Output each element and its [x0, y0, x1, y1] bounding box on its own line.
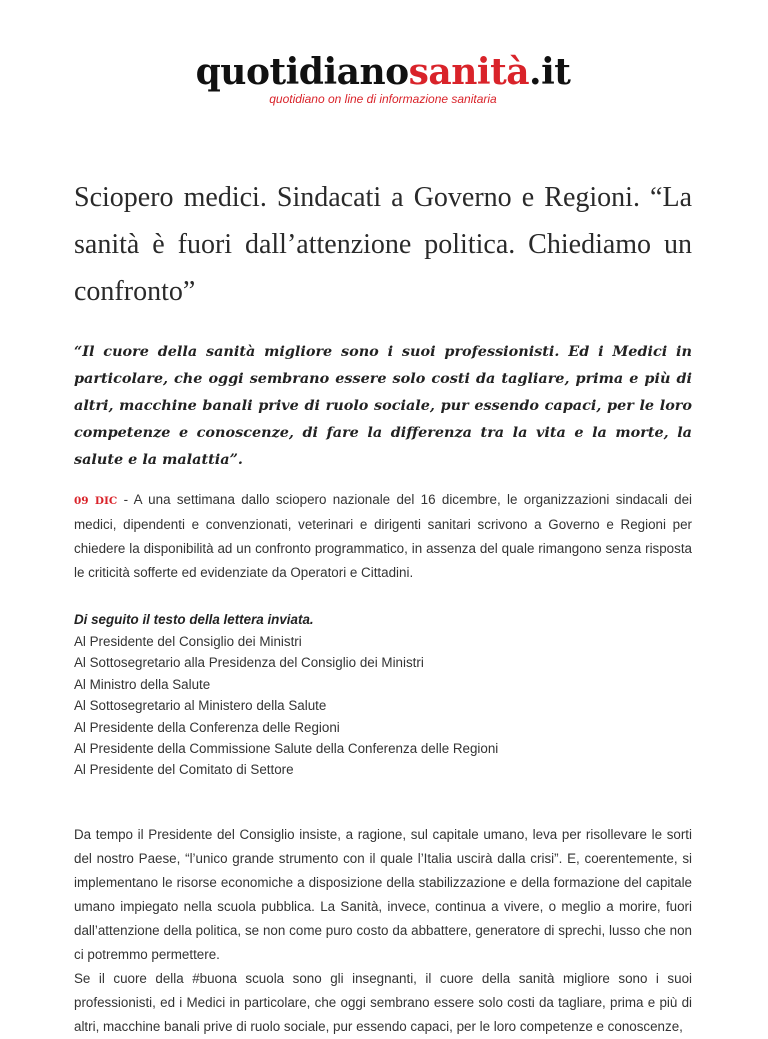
- recipient-item: Al Ministro della Salute: [74, 676, 211, 692]
- recipient-item: Al Sottosegretario al Ministero della Salute: [74, 698, 327, 714]
- letter-heading: Di seguito il testo della lettera inviata.: [74, 612, 314, 627]
- logo-text-it: .it: [529, 51, 571, 93]
- recipient-item: Al Presidente del Comitato di Settore: [74, 762, 294, 778]
- article-intro: [74, 488, 692, 585]
- article-lead-quote: “Il cuore della sanità migliore sono i suoi professionisti. Ed i Medici in particolare, che oggi sembrano essere solo costi da tagliare, prima e più di altri, macchine banali prive di ruolo sociale, pur essendo capaci, per le loro competenze e conoscenze, di fare la differenza tra la vita e la morte, la salute e la malattia”.: [74, 343, 692, 468]
- article-paragraph-1: Da tempo il Presidente del Consiglio insiste, a ragione, sul capitale umano, leva per risollevare le sorti del nostro Paese, “l’unico grande strumento con il quale l’Italia uscirà dalla crisi”. E, coerentemente, si implementano le risorse economiche a disposizione della stabilizzazione e della formazione del capitale umano impiegato nella scuola pubblica. La Sanità, invece, continua a vivere, o meglio a morire, fuori dall’attenzione della politica, se non come puro costo da abbattere, generatore di sprechi, lusso che non ci potremmo permettere.: [74, 826, 692, 962]
- recipient-item: Al Presidente della Commissione Salute della Conferenza delle Regioni: [74, 741, 499, 757]
- recipients-list: [74, 631, 692, 781]
- site-logo[interactable]: [74, 50, 692, 94]
- article-intro-text: - A una settimana dallo sciopero nazionale del 16 dicembre, le organizzazioni sindacali dei medici, dipendenti e convenzionati, veterinari e dirigenti sanitari scrivono a Governo e Regioni per chiedere la disponibilità ad un confronto programmatico, in assenza del quale rimangono senza risposta le criticità sofferte ed evidenziate da Operatori e Cittadini.: [74, 492, 692, 580]
- recipient-item: Al Presidente della Conferenza delle Regioni: [74, 719, 340, 735]
- article-date: 09 DIC: [74, 495, 118, 507]
- logo-text-sanita: sanità: [408, 51, 530, 93]
- recipient-item: Al Sottosegretario alla Presidenza del Consiglio dei Ministri: [74, 655, 424, 671]
- logo-text-quotidiano: quotidiano: [195, 51, 409, 93]
- article-headline: Sciopero medici. Sindacati a Governo e Regioni. “La sanità è fuori dall’attenzione politica. Chiediamo un confronto”: [74, 182, 692, 307]
- site-tagline: quotidiano on line di informazione sanitaria: [269, 92, 497, 106]
- masthead: [74, 50, 692, 106]
- article-paragraph-2: Se il cuore della #buona scuola sono gli insegnanti, il cuore della sanità migliore sono i suoi professionisti, ed i Medici in particolare, che oggi sembrano essere solo costi da tagliare, prima e più di altri, macchine banali prive di ruolo sociale, pur essendo capaci, per le loro competenze e conoscenze,: [74, 970, 692, 1034]
- recipient-item: Al Presidente del Consiglio dei Ministri: [74, 634, 302, 649]
